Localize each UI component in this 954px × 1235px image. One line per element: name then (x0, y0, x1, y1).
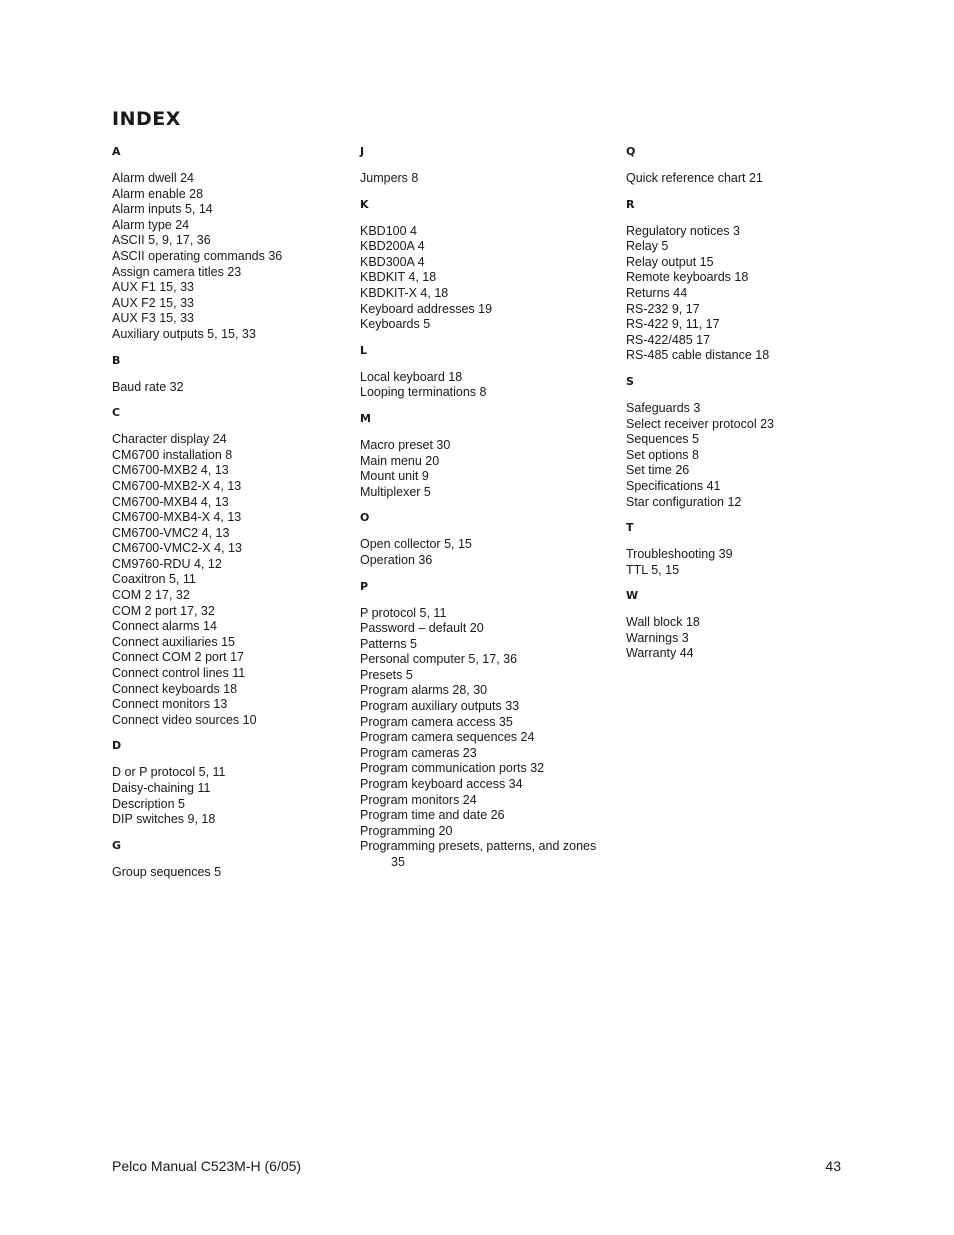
index-entry: Program cameras 23 (360, 745, 477, 760)
index-entry: Warnings 3 (626, 630, 689, 645)
index-entry: CM6700 installation 8 (112, 447, 233, 462)
index-entry: Set options 8 (626, 447, 699, 462)
section-letter: J (360, 145, 365, 158)
section-entries (626, 547, 774, 578)
section-entries (112, 171, 282, 343)
index-entry: Safeguards 3 (626, 400, 701, 415)
index-entry: KBDKIT-X 4, 18 (360, 285, 449, 300)
index-section-m (360, 411, 596, 500)
index-entry: CM6700-MXB2 4, 13 (112, 463, 229, 478)
index-entry: CM6700-MXB4-X 4, 13 (112, 510, 242, 525)
index-entry: Star configuration 12 (626, 494, 742, 509)
footer-manual-title: Pelco Manual C523M-H (6/05) (112, 1158, 302, 1174)
index-entry: DIP switches 9, 18 (112, 812, 216, 827)
index-entry: Quick reference chart 21 (626, 171, 763, 185)
section-letter: A (112, 145, 121, 158)
index-entry: RS-232 9, 17 (626, 301, 700, 316)
index-entry: COM 2 port 17, 32 (112, 603, 215, 618)
index-entry: CM6700-VMC2 4, 13 (112, 525, 230, 540)
index-entry: Returns 44 (626, 285, 688, 300)
index-entry-continuation: 35 (391, 855, 405, 869)
index-entry: Sequences 5 (626, 432, 699, 447)
index-entry: ASCII 5, 9, 17, 36 (112, 233, 211, 248)
index-entry: Connect keyboards 18 (112, 681, 238, 696)
index-entry: Local keyboard 18 (360, 369, 463, 384)
index-section-b (112, 353, 282, 396)
index-section-d (112, 738, 282, 827)
index-entry: Group sequences 5 (112, 864, 222, 879)
section-entries (360, 224, 596, 333)
section-entries (112, 865, 282, 881)
index-entry: CM6700-MXB2-X 4, 13 (112, 478, 242, 493)
section-letter: M (360, 411, 371, 425)
index-entry: Connect video sources 10 (112, 712, 257, 727)
index-entry: Description 5 (112, 796, 185, 811)
footer-page-number: 43 (825, 1158, 841, 1174)
index-entry: Alarm dwell 24 (112, 171, 194, 185)
section-entries (360, 171, 596, 187)
section-letter: T (626, 521, 634, 535)
index-entry: Password – default 20 (360, 621, 484, 636)
index-entry: RS-422 9, 11, 17 (626, 317, 720, 332)
section-entries (360, 370, 596, 401)
section-letter: S (626, 374, 634, 388)
section-entries (360, 537, 596, 568)
index-entry: Patterns 5 (360, 636, 417, 651)
index-section-l (360, 343, 596, 401)
index-entry: Daisy-chaining 11 (112, 781, 211, 795)
index-entry: Program monitors 24 (360, 792, 477, 807)
index-section-c (112, 405, 282, 728)
index-entry: Presets 5 (360, 667, 413, 682)
index-entry: AUX F2 15, 33 (112, 295, 194, 310)
index-entry: Jumpers 8 (360, 171, 419, 185)
section-letter: R (626, 197, 635, 211)
index-entry: Select receiver protocol 23 (626, 416, 774, 431)
index-section-w (626, 588, 774, 662)
index-entry: Program auxiliary outputs 33 (360, 699, 520, 714)
index-entry: CM9760-RDU 4, 12 (112, 556, 222, 571)
section-letter: B (112, 353, 121, 367)
index-entry: Connect monitors 13 (112, 697, 228, 712)
index-entry: Program camera sequences 24 (360, 730, 535, 745)
section-letter: K (360, 197, 369, 211)
section-entries (360, 438, 596, 500)
section-letter: L (360, 343, 368, 357)
index-section-j (360, 144, 596, 187)
section-entries (360, 606, 596, 871)
index-entry: Macro preset 30 (360, 437, 451, 452)
index-entry: Specifications 41 (626, 478, 721, 493)
index-entry: Set time 26 (626, 463, 690, 478)
index-entry: Multiplexer 5 (360, 484, 431, 499)
section-letter: W (626, 589, 639, 603)
index-entry: AUX F3 15, 33 (112, 311, 194, 326)
index-entry: Connect auxiliaries 15 (112, 634, 235, 649)
index-entry: RS-422/485 17 (626, 332, 711, 347)
index-entry: Program communication ports 32 (360, 761, 545, 776)
index-section-r (626, 197, 774, 364)
section-letter: O (360, 511, 370, 525)
index-entry: Regulatory notices 3 (626, 223, 740, 238)
index-section-q (626, 144, 774, 187)
index-entry: Program camera access 35 (360, 714, 513, 729)
index-entry: Auxiliary outputs 5, 15, 33 (112, 326, 256, 341)
index-entry: TTL 5, 15 (626, 562, 680, 577)
index-entry: Program keyboard access 34 (360, 777, 523, 792)
index-entry: RS-485 cable distance 18 (626, 348, 770, 363)
index-entry: Program alarms 28, 30 (360, 683, 488, 698)
index-entry: Connect alarms 14 (112, 619, 217, 634)
index-column-3 (626, 144, 774, 672)
index-entry: KBD200A 4 (360, 239, 425, 254)
index-entry: KBDKIT 4, 18 (360, 270, 437, 285)
section-entries (626, 401, 774, 510)
index-section-t (626, 520, 774, 578)
index-entry: Troubleshooting 39 (626, 547, 733, 562)
index-entry: Baud rate 32 (112, 379, 184, 394)
section-entries (626, 224, 774, 364)
index-entry: Alarm inputs 5, 14 (112, 202, 213, 217)
index-entry: Keyboard addresses 19 (360, 301, 493, 316)
index-entry: Open collector 5, 15 (360, 537, 472, 552)
index-entry: P protocol 5, 11 (360, 605, 447, 620)
index-entry: Looping terminations 8 (360, 385, 487, 400)
index-section-k (360, 197, 596, 333)
index-entry: COM 2 17, 32 (112, 588, 190, 603)
index-entry: KBD300A 4 (360, 254, 425, 269)
index-entry: Mount unit 9 (360, 469, 429, 484)
index-entry: Relay output 15 (626, 254, 714, 269)
index-section-g (112, 838, 282, 881)
index-entry: Character display 24 (112, 432, 227, 447)
index-entry: Program time and date 26 (360, 808, 505, 823)
index-entry: Connect COM 2 port 17 (112, 650, 245, 665)
section-letter: P (360, 579, 369, 593)
section-entries (626, 615, 774, 662)
index-column-2 (360, 144, 596, 881)
index-entry: D or P protocol 5, 11 (112, 765, 226, 780)
index-section-s (626, 374, 774, 510)
page-title: INDEX (112, 108, 181, 130)
index-entry: Warranty 44 (626, 646, 694, 661)
index-entry: Assign camera titles 23 (112, 264, 242, 279)
index-entry: Personal computer 5, 17, 36 (360, 652, 518, 667)
index-column-1 (112, 144, 282, 890)
index-entry: Operation 36 (360, 552, 433, 567)
index-section-a (112, 144, 282, 343)
section-letter: Q (626, 145, 636, 158)
index-entry: CM6700-VMC2-X 4, 13 (112, 541, 242, 556)
index-entry: Alarm type 24 (112, 217, 190, 232)
index-section-o (360, 510, 596, 568)
section-letter: G (112, 838, 122, 852)
section-entries (112, 765, 282, 827)
index-entry: AUX F1 15, 33 (112, 280, 194, 295)
index-section-p (360, 579, 596, 871)
index-entry: CM6700-MXB4 4, 13 (112, 494, 229, 509)
section-entries (112, 432, 282, 728)
index-entry: Programming 20 (360, 823, 453, 838)
index-entry: Alarm enable 28 (112, 186, 204, 201)
index-entry: Keyboards 5 (360, 317, 431, 332)
index-entry: Main menu 20 (360, 453, 440, 468)
section-entries (626, 171, 774, 187)
section-letter: C (112, 406, 121, 420)
index-entry: Programming presets, patterns, and zones (360, 839, 597, 854)
index-entry: Connect control lines 11 (112, 666, 246, 681)
section-entries (112, 380, 282, 396)
index-entry: Coaxitron 5, 11 (112, 572, 196, 587)
index-entry: Remote keyboards 18 (626, 270, 749, 285)
index-entry: ASCII operating commands 36 (112, 248, 283, 263)
index-entry: Wall block 18 (626, 615, 700, 630)
section-letter: D (112, 739, 122, 753)
index-entry: KBD100 4 (360, 223, 417, 238)
index-entry: Relay 5 (626, 239, 669, 254)
